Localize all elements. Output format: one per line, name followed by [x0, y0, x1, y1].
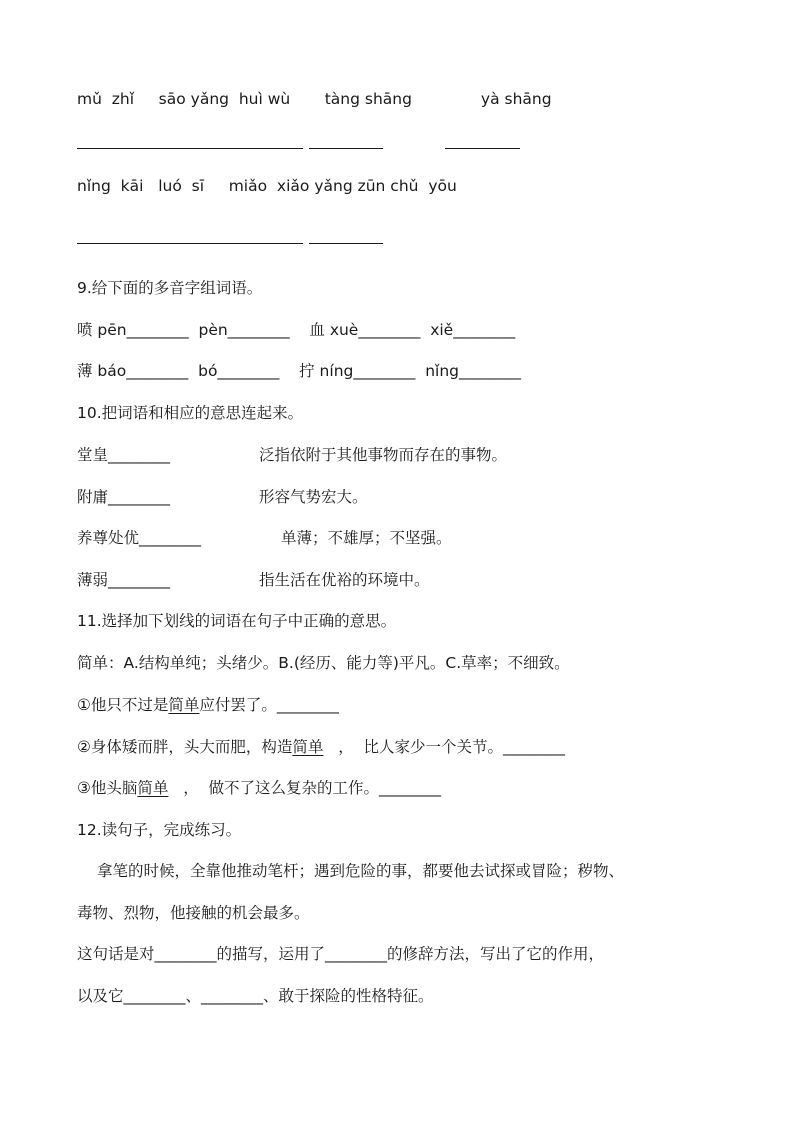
blank-line: [309, 243, 383, 244]
sentence-text: 应付罢了。________: [199, 696, 339, 714]
blank-line: [309, 148, 383, 149]
q12-passage-line-2: 毒物、烈物，他接触的机会最多。: [77, 904, 310, 922]
q11-definition: 简单：A.结构单纯；头绪少。B.(经历、能力等)平凡。C.草率；不细致。: [77, 654, 570, 672]
q12-question-line-2: 以及它________、________、敢于探险的性格特征。: [77, 987, 434, 1005]
q12-passage-line-1: 拿笔的时候，全靠他推动笔杆；遇到危险的事，都要他去试探或冒险；秽物、: [97, 862, 625, 880]
q11-sentence-1: [77, 695, 339, 715]
pinyin-row-2: nǐng kāi luó sī miǎo xiǎo yǎng zūn chǔ yōu: [77, 177, 457, 195]
q12-title: 12.读句子，完成练习。: [77, 821, 242, 839]
q10-meaning-2: 形容气势宏大。: [259, 488, 368, 506]
blank-line: [445, 148, 520, 149]
q10-meaning-4: 指生活在优裕的环境中。: [259, 571, 430, 589]
blank-line: [77, 148, 303, 149]
q10-word-4: 薄弱________: [77, 571, 171, 589]
q10-title: 10.把词语和相应的意思连起来。: [77, 404, 304, 422]
q10-word-3: 养尊处优________: [77, 529, 202, 547]
sentence-text: ， 做不了这么复杂的工作。________: [168, 779, 442, 797]
sentence-text: ②身体矮而胖，头大而肥，构造: [77, 738, 293, 756]
q10-word-2: 附庸________: [77, 488, 171, 506]
q9-row-2: 薄 báo________ bó________ 拧 níng________ nǐng________: [77, 362, 521, 380]
sentence-text: ①他只不过是: [77, 696, 169, 714]
q10-meaning-3: 单薄；不雄厚；不坚强。: [281, 529, 452, 547]
sentence-text: ③他头脑: [77, 779, 138, 797]
q12-question-line-1: 这句话是对________的描写，运用了________的修辞方法，写出了它的作用，: [77, 945, 605, 963]
pinyin-row-1: mǔ zhǐ sāo yǎng huì wù tàng shāng yà shāng: [77, 90, 552, 108]
q11-sentence-2: [77, 737, 565, 757]
q10-word-1: 堂皇________: [77, 446, 171, 464]
q11-sentence-3: [77, 778, 441, 798]
q10-meaning-1: 泛指依附于其他事物而存在的事物。: [259, 446, 508, 464]
sentence-text: ， 比人家少一个关节。________: [323, 738, 566, 756]
q9-row-1: 喷 pēn________ pèn________ 血 xuè________ xiě________: [77, 321, 516, 339]
underlined-word: 简单: [137, 779, 169, 797]
q9-title: 9.给下面的多音字组词语。: [77, 279, 263, 297]
blank-line: [77, 243, 303, 244]
underlined-word: 简单: [168, 696, 200, 714]
underlined-word: 简单: [292, 738, 324, 756]
q11-title: 11.选择加下划线的词语在句子中正确的意思。: [77, 612, 397, 630]
